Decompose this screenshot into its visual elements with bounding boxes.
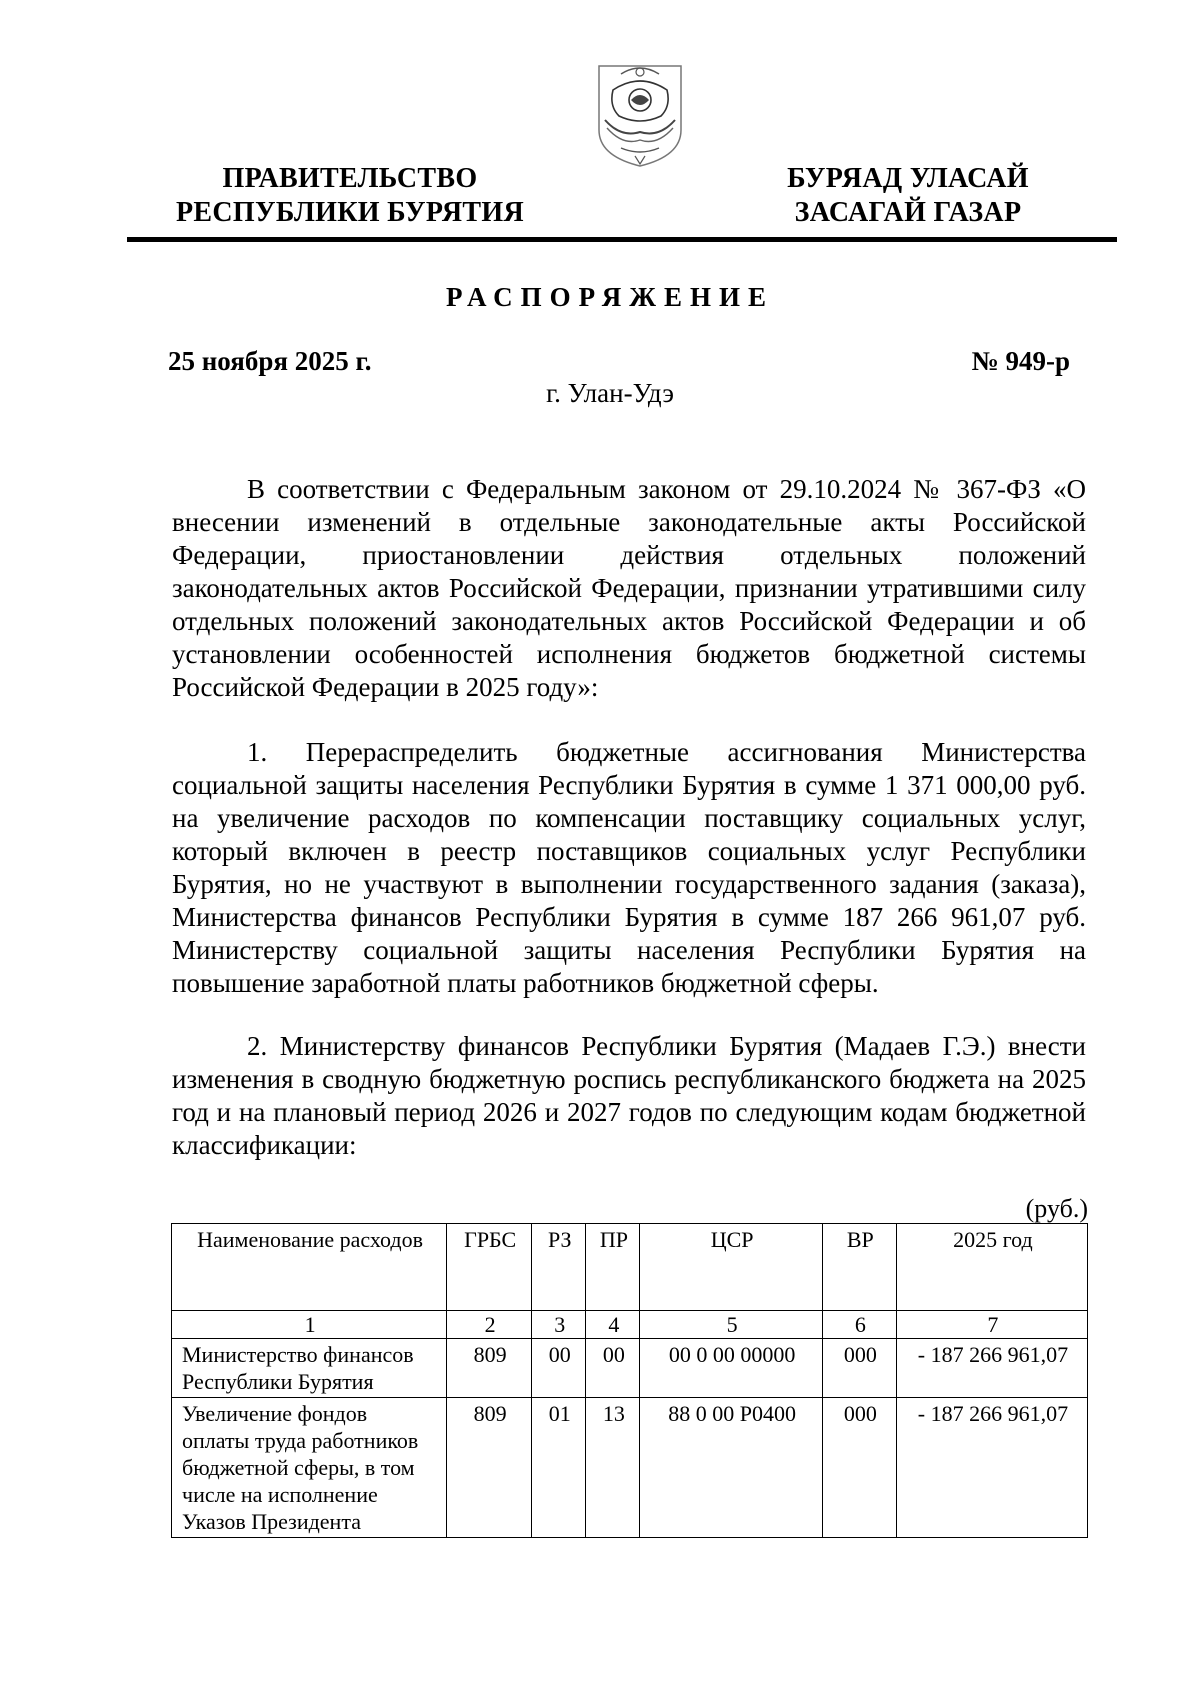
pr-cell: 13: [586, 1398, 640, 1538]
expense-name: Увеличение фондов оплаты труда работников бюджетной сферы, в том числе на исполнение Указов Президента: [172, 1398, 447, 1538]
grbs-cell: 809: [447, 1339, 532, 1398]
header-divider: [127, 237, 1117, 242]
csr-cell: 88 0 00 Р0400: [640, 1398, 822, 1538]
buryatia-coat-of-arms-icon: [591, 60, 689, 170]
org-line-1: ПРАВИТЕЛЬСТВО: [222, 163, 478, 194]
clause-2-paragraph: [172, 1030, 1086, 1162]
organization-name-bua: [758, 162, 1058, 230]
column-number: 6: [822, 1311, 896, 1339]
vr-cell: 000: [822, 1398, 896, 1538]
column-number-row: [172, 1311, 1088, 1339]
org-line-2: ЗАСАГАЙ ГАЗАР: [794, 197, 1022, 228]
document-type: РАСПОРЯЖЕНИЕ: [445, 282, 775, 312]
pr-cell: 00: [586, 1339, 640, 1398]
paragraph-text: В соответствии с Федеральным законом от 29.10.2024 № 367-ФЗ «О внесении изменений в отдельные законодательные акты Российской Федерации, приостановлении действия отдельных положений законодательных актов Российской Федерации, признании утратившими силу отдельных положений законодательных актов Российской Федерации и об установлении особенностей исполнения бюджетов бюджетной системы Российской Федерации в 2025 году»:: [172, 474, 1086, 702]
header-cell: ГРБС: [447, 1224, 532, 1311]
budget-table: [171, 1223, 1088, 1538]
header-cell: ВР: [822, 1224, 896, 1311]
table-row: [172, 1398, 1088, 1538]
clause-1-paragraph: [172, 736, 1086, 1000]
document-city: г. Улан-Удэ: [546, 378, 674, 408]
header-cell: 2025 год: [896, 1224, 1087, 1311]
amount-cell: - 187 266 961,07: [896, 1339, 1087, 1398]
paragraph-text: 1. Перераспределить бюджетные ассигнования Министерства социальной защиты населения Республики Бурятия в сумме 1 371 000,00 руб. на увеличение расходов по компенсации поставщику социальных услуг, который включен в реестр поставщиков социальных услуг Республики Бурятия, но не участвуют в выполнении государственного задания (заказа), Министерства финансов Республики Бурятия в сумме 187 266 961,07 руб. Министерству социальной защиты населения Республики Бурятия на повышение заработной платы работников бюджетной сферы.: [172, 737, 1086, 998]
preamble-paragraph: [172, 473, 1086, 704]
expense-name: Министерство финансов Республики Бурятия: [172, 1339, 447, 1398]
org-line-1: БУРЯАД УЛАСАЙ: [787, 163, 1029, 194]
header-cell: ЦСР: [640, 1224, 822, 1311]
header-cell: Наименование расходов: [172, 1224, 447, 1311]
document-date: 25 ноября 2025 г.: [168, 346, 372, 376]
csr-cell: 00 0 00 00000: [640, 1339, 822, 1398]
table-unit: (руб.): [1025, 1194, 1088, 1223]
amount-cell: - 187 266 961,07: [896, 1398, 1087, 1538]
header-cell: РЗ: [532, 1224, 586, 1311]
column-number: 2: [447, 1311, 532, 1339]
grbs-cell: 809: [447, 1398, 532, 1538]
organization-name-ru: [160, 162, 540, 230]
column-number: 7: [896, 1311, 1087, 1339]
rz-cell: 01: [532, 1398, 586, 1538]
document-number: № 949-р: [971, 346, 1070, 376]
table-header-row: [172, 1224, 1088, 1311]
table-row: [172, 1339, 1088, 1398]
vr-cell: 000: [822, 1339, 896, 1398]
column-number: 1: [172, 1311, 447, 1339]
paragraph-text: 2. Министерству финансов Республики Бурятия (Мадаев Г.Э.) внести изменения в сводную бюджетную роспись республиканского бюджета на 2025 год и на плановый период 2026 и 2027 годов по следующим кодам бюджетной классификации:: [172, 1031, 1086, 1160]
header-cell: ПР: [586, 1224, 640, 1311]
column-number: 5: [640, 1311, 822, 1339]
column-number: 4: [586, 1311, 640, 1339]
column-number: 3: [532, 1311, 586, 1339]
rz-cell: 00: [532, 1339, 586, 1398]
org-line-2: РЕСПУБЛИКИ БУРЯТИЯ: [176, 197, 524, 228]
